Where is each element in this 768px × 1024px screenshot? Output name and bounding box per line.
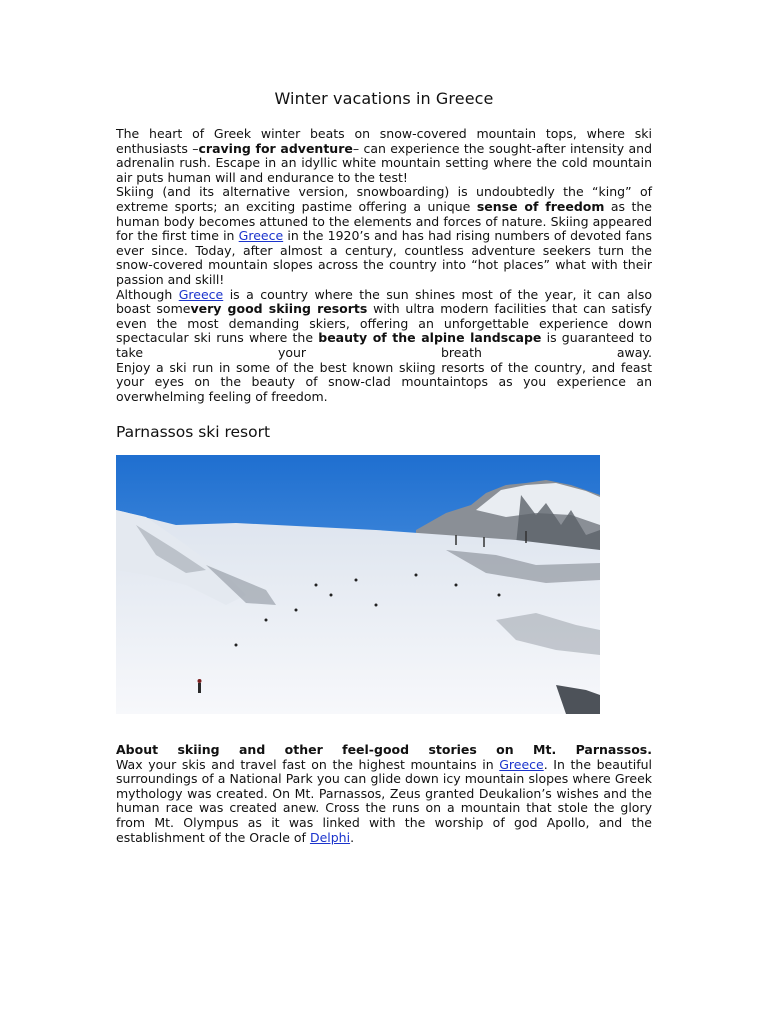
ski-resort-photo <box>116 455 600 714</box>
delphi-link[interactable]: Delphi <box>309 829 351 845</box>
parnassos-photo-svg <box>116 455 600 714</box>
paragraph-3: Although Greece is a country where the sun shines most of the year, it can also boast somevery good skiing resorts with ultra modern facilities that can satisfy even the most demanding skiers, offering an unforgettable experience down spectacular ski runs where the beauty of the alpine landscape is guaranteed to take your breath away. <box>116 286 653 360</box>
intro-text <box>116 127 652 404</box>
greece-link[interactable]: Greece <box>178 286 224 302</box>
paragraph-1: The heart of Greek winter beats on snow-covered mountain tops, where ski enthusiasts –craving for adventure– can experience the sought-after intensity and adrenalin rush. Escape in an idyllic white mountain setting where the cold mountain air puts human will and endurance to the test! <box>116 126 652 185</box>
section-heading: Parnassos ski resort <box>116 423 271 441</box>
parnassos-text <box>116 743 652 845</box>
paragraph-5: About skiing and other feel-good stories on Mt. Parnassos. Wax your skis and travel fast on the highest mountains in Greece. In the beautiful surroundings of a National Park you can glide down icy mountain slopes where Greek mythology was created. On Mt. Parnassos, Zeus granted Deukalion’s wishes and the human race was created anew. Cross the runs on a mountain that stole the glory from Mt. Olympus as it was linked with the worship of god Apollo, and the establishment of the Oracle of Delphi. <box>116 742 652 845</box>
paragraph-2: Skiing (and its alternative version, snowboarding) is undoubtedly the “king” of extreme sports; an exciting pastime offering a unique sense of freedom as the human body becomes attuned to the elements and forces of nature. Skiing appeared for the first time in Greece in the 1920’s and has had rising numbers of devoted fans ever since. Today, after almost a century, countless adventure seekers turn the snow-covered mountain slopes across the country into “hot places” what with their passion and skill! <box>116 184 653 287</box>
greece-link[interactable]: Greece <box>238 228 284 244</box>
paragraph-4: Enjoy a ski run in some of the best known skiing resorts of the country, and feast your eyes on the beauty of snow-clad mountaintops as you experience an overwhelming feeling of freedom. <box>116 359 652 404</box>
document-title: Winter vacations in Greece <box>274 89 494 108</box>
greece-link[interactable]: Greece <box>499 756 544 772</box>
